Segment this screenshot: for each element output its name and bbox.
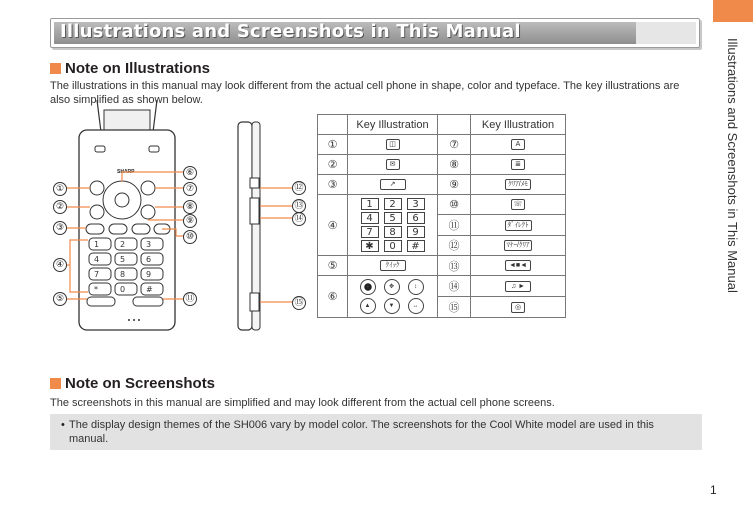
table-row (318, 276, 566, 297)
volume-key-icon: ◄■◄ (505, 260, 531, 271)
phone-key-icon: ☏ (511, 199, 526, 210)
illustrations-heading-text: Note on Illustrations (65, 60, 211, 77)
callout-5: ⑤ (53, 292, 67, 306)
row-number: ③ (318, 175, 348, 195)
mail-key-icon: ✉ (386, 159, 400, 170)
music-key-icon: ♫ ► (505, 281, 531, 292)
note-box (50, 414, 702, 450)
table-row (318, 195, 566, 215)
key-9-icon: 9 (407, 226, 425, 238)
up-key-icon: ▲ (360, 298, 376, 314)
phone-brand: SHARP (117, 169, 135, 175)
callout-13: ⑬ (292, 199, 306, 213)
note-text: The display design themes of the SH006 vary by model color. The screenshots for the Cool White model are used in this manual. (69, 419, 654, 445)
svg-text:*: * (94, 285, 98, 294)
key-7-icon: 7 (361, 226, 379, 238)
callout-3: ③ (53, 221, 67, 235)
manner-clear-key-icon: ﾏﾅｰ/ｸﾘｱ (504, 240, 533, 251)
number-keys-cell (348, 195, 438, 256)
row-number: ⑤ (318, 256, 348, 276)
row-number: ⑫ (438, 235, 471, 255)
key-4-icon: 4 (361, 212, 379, 224)
callout-10: ⑩ (183, 230, 197, 244)
key-illustration-table (317, 114, 566, 318)
row-number: ⑥ (318, 276, 348, 318)
table-header-left: Key Illustration (348, 115, 438, 135)
bullet-icon: • (61, 419, 65, 431)
key-2-icon: 2 (384, 198, 402, 210)
camera-key-icon: ◎ (511, 302, 525, 313)
row-number: ② (318, 155, 348, 175)
key-5-icon: 5 (384, 212, 402, 224)
row-number: ⑪ (438, 215, 471, 235)
mail-menu-key-icon: ◫ (386, 139, 400, 150)
illustrations-heading (50, 60, 210, 77)
table-row (318, 155, 566, 175)
svg-text:5: 5 (120, 255, 126, 264)
row-number: ⑬ (438, 256, 471, 276)
key-1-icon: 1 (361, 198, 379, 210)
call-key-icon: ↗ (380, 179, 406, 190)
row-number: ⑧ (438, 155, 471, 175)
key-8-icon: 8 (384, 226, 402, 238)
left-right-key-icon: ↔ (408, 298, 424, 314)
menu-key-icon: ≣ (511, 159, 525, 170)
callout-4: ④ (53, 258, 67, 272)
callout-9: ⑨ (183, 214, 197, 228)
key-6-icon: 6 (407, 212, 425, 224)
svg-text:#: # (146, 285, 153, 294)
down-key-icon: ▼ (384, 298, 400, 314)
table-header-row (318, 115, 566, 135)
screenshots-heading-text: Note on Screenshots (65, 375, 216, 392)
svg-text:4: 4 (94, 255, 100, 264)
up-down-key-icon: ↕ (408, 279, 424, 295)
callout-6: ⑥ (183, 166, 197, 180)
row-number: ④ (318, 195, 348, 256)
heading-marker (50, 378, 61, 389)
title-bar-accent (636, 22, 696, 44)
screenshots-heading (50, 375, 215, 392)
callout-8: ⑧ (183, 200, 197, 214)
direct-key-icon: ﾀﾞｲﾚｸﾄ (505, 220, 532, 231)
screenshots-body: The screenshots in this manual are simplified and may look different from the actual cell phone screens. (50, 397, 555, 409)
row-number: ⑨ (438, 175, 471, 195)
row-number: ① (318, 135, 348, 155)
illustrations-body: The illustrations in this manual may look different from the actual cell phone in shape, color and typeface. The key illustrations are also simplified as shown below. (50, 80, 680, 106)
nav-keys-grid (360, 279, 426, 314)
svg-text:3: 3 (146, 240, 152, 249)
number-keys-grid (361, 198, 425, 252)
svg-text:1: 1 (94, 240, 100, 249)
title-bar (50, 18, 700, 48)
chapter-tab (713, 0, 753, 22)
a-key-icon: A (511, 139, 525, 150)
quick-key-icon: ｸｲｯｸ (380, 260, 406, 271)
svg-text:6: 6 (146, 255, 152, 264)
callout-11: ⑪ (183, 292, 197, 306)
row-number: ⑭ (438, 276, 471, 297)
nav-keys-cell (348, 276, 438, 318)
phone-front-illustration (52, 100, 202, 332)
callout-15: ⑮ (292, 296, 306, 310)
callout-1: ① (53, 182, 67, 196)
callout-12: ⑫ (292, 181, 306, 195)
callout-7: ⑦ (183, 182, 197, 196)
svg-text:9: 9 (146, 270, 152, 279)
table-row (318, 175, 566, 195)
row-number: ⑮ (438, 297, 471, 318)
key-0-icon: 0 (384, 240, 402, 252)
key-star-icon: ✱ (361, 240, 379, 252)
key-hash-icon: # (407, 240, 425, 252)
table-row (318, 135, 566, 155)
callout-14: ⑭ (292, 212, 306, 226)
row-number: ⑩ (438, 195, 471, 215)
clear-memo-key-icon: ｸﾘｱ/ﾒﾓ (505, 179, 531, 190)
page-title: Illustrations and Screenshots in This Manual (60, 21, 521, 42)
table-row (318, 256, 566, 276)
heading-marker (50, 63, 61, 74)
row-number: ⑦ (438, 135, 471, 155)
chapter-side-label: Illustrations and Screenshots in This Manual (725, 38, 740, 293)
key-3-icon: 3 (407, 198, 425, 210)
svg-text:8: 8 (120, 270, 126, 279)
multi-direction-key-icon: ✥ (384, 279, 400, 295)
center-key-icon: ● (360, 279, 376, 295)
svg-text:2: 2 (120, 240, 126, 249)
svg-text:7: 7 (94, 270, 100, 279)
page-number: 1 (710, 483, 717, 497)
callout-2: ② (53, 200, 67, 214)
table-header-right: Key Illustration (471, 115, 566, 135)
svg-text:0: 0 (120, 285, 126, 294)
